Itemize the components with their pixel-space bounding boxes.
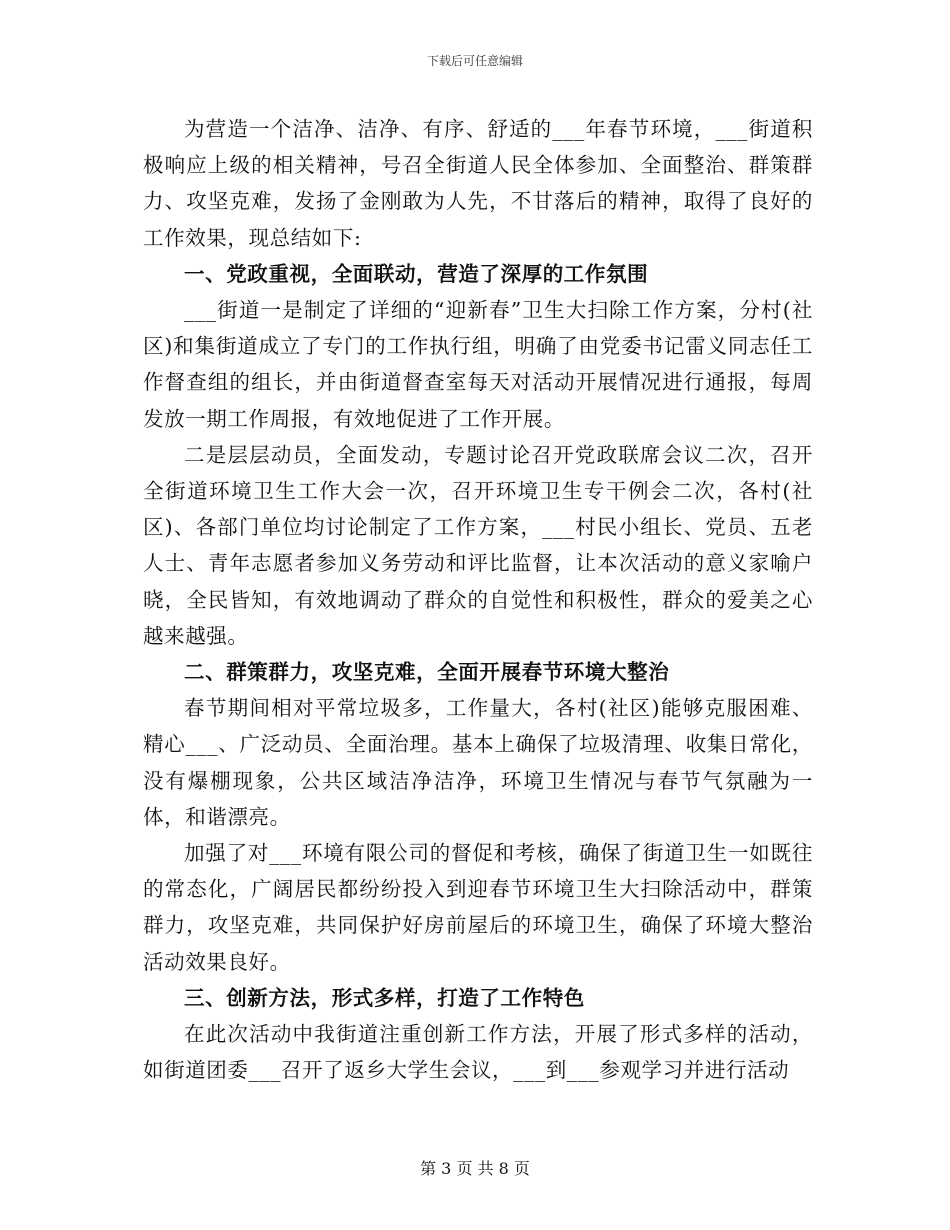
section-heading-3: 三、创新方法，形式多样，打造了工作特色	[184, 985, 585, 1010]
body-paragraph: 春节期间相对平常垃圾多，工作量大，各村(社区)能够克服困难、精心___、广泛动员、全面治理。基本上确保了垃圾清理、收集日常化，没有爆棚现象，公共区域洁净洁净，环境卫生情况与春节气氛融为一体，和谐漂亮。	[143, 696, 813, 829]
section-heading-1: 一、党政重视，全面联动，营造了深厚的工作氛围	[184, 261, 649, 286]
intro-paragraph: 为营造一个洁净、洁净、有序、舒适的___年春节环境，___街道积极响应上级的相关精神，号召全街道人民全体参加、全面整治、群策群力、攻坚克难，发扬了金刚敢为人先，不甘落后的精神，取得了良好的工作效果，现总结如下:	[143, 117, 813, 250]
body-paragraph: 在此次活动中我街道注重创新工作方法，开展了形式多样的活动，如街道团委___召开了返乡大学生会议，___到___参观学习并进行活动	[143, 1022, 813, 1083]
page-number: 第 3 页 共 8 页	[420, 1159, 530, 1178]
body-paragraph: ___街道一是制定了详细的“迎新春”卫生大扫除工作方案，分村(社区)和集街道成立了专门的工作执行组，明确了由党委书记雷义同志任工作督查组的组长，并由街道督查室每天对活动开展情况进行通报，每周发放一期工作周报，有效地促进了工作开展。	[143, 298, 813, 431]
document-body	[143, 111, 813, 1088]
section-heading-2: 二、群策群力，攻坚克难，全面开展春节环境大整治	[184, 660, 670, 685]
page-header-note: 下载后可任意编辑	[426, 54, 523, 68]
body-paragraph: 二是层层动员，全面发动，专题讨论召开党政联席会议二次，召开全街道环境卫生工作大会一次，召开环境卫生专干例会二次，各村(社区)、各部门单位均讨论制定了工作方案，___村民小组长、党员、五老人士、青年志愿者参加义务劳动和评比监督，让本次活动的意义家喻户晓，全民皆知，有效地调动了群众的自觉性和积极性，群众的爱美之心越来越强。	[143, 442, 813, 648]
body-paragraph: 加强了对___环境有限公司的督促和考核，确保了街道卫生一如既往的常态化，广阔居民都纷纷投入到迎春节环境卫生大扫除活动中，群策群力，攻坚克难，共同保护好房前屋后的环境卫生，确保了环境大整治活动效果良好。	[143, 841, 813, 974]
